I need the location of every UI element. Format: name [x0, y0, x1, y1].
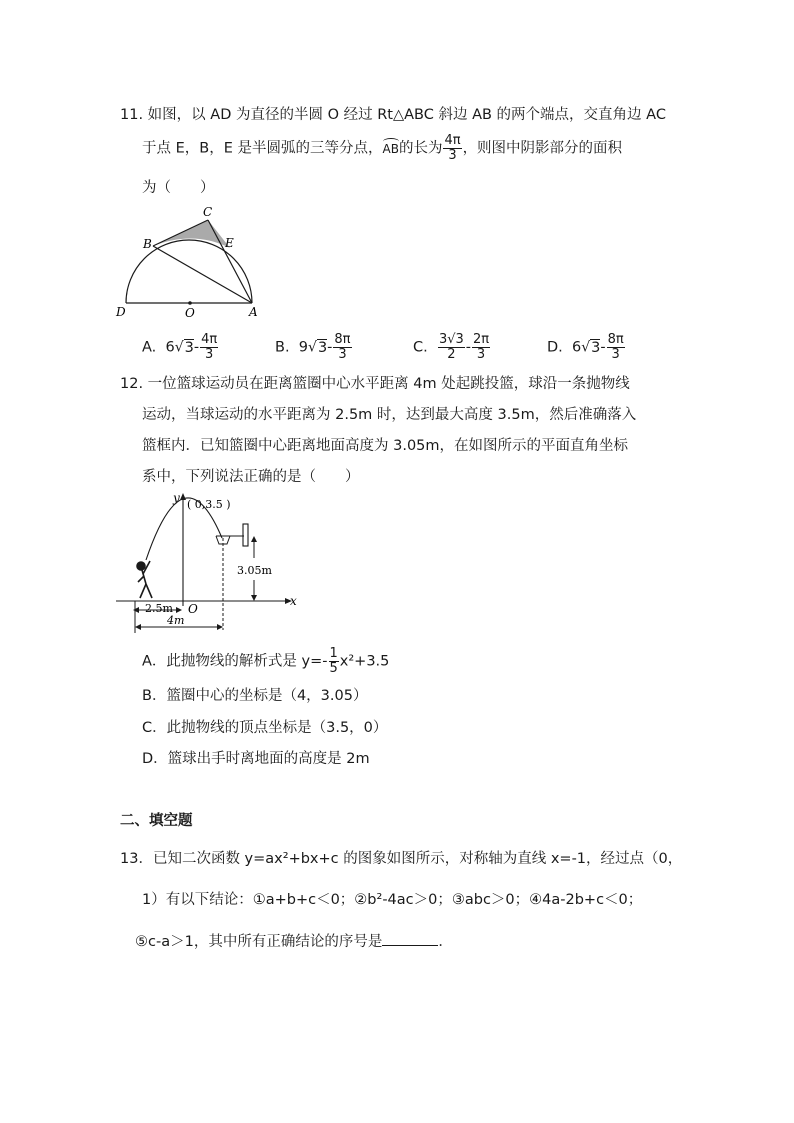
fraction-denominator: 3 [338, 347, 347, 362]
option-fraction [200, 333, 218, 362]
q11-line2 [142, 134, 622, 163]
fraction-numerator: 8π [607, 332, 624, 347]
q12-option-d[interactable]: D．篮球出手时离地面的高度是 2m [142, 751, 370, 767]
dist-arrow-right-1 [176, 607, 182, 613]
option-a-tail: x²+3.5 [339, 653, 390, 670]
fraction-denominator: 3 [611, 347, 620, 362]
vertex-label: ( 0,3.5 ) [187, 498, 231, 511]
q11-line2-c: ，则图中阴影部分的面积 [462, 140, 623, 157]
label-b: B [143, 237, 152, 251]
origin-label: O [188, 602, 198, 616]
option-key: B. [275, 339, 290, 356]
arc-ab-label: AB [382, 141, 399, 156]
q11-line2-a: 于点 E，B，E 是半圆弧的三等分点， [142, 140, 383, 157]
height-arrowhead-top [251, 536, 257, 542]
q12-line4: 系中，下列说法正确的是（ ） [142, 469, 360, 485]
q12-line2: 运动，当球运动的水平距离为 2.5m 时，达到最大高度 3.5m，然后准确落入 [142, 407, 637, 423]
player-figure [137, 561, 152, 598]
option-coef: 9 [298, 339, 309, 356]
q12-option-c[interactable]: C．此抛物线的顶点坐标是（3.5，0） [142, 720, 388, 736]
q13-line1: 13．已知二次函数 y=ax²+bx+c 的图象如图所示，对称轴为直线 x=-1，经过点（0， [120, 851, 683, 867]
radical-sign: √ [308, 339, 317, 356]
minus-sign: - [327, 339, 333, 356]
option-a-text: A．此抛物线的解析式是 y=- [142, 653, 328, 670]
option-coef: 6 [572, 339, 582, 356]
option-fraction [607, 333, 625, 362]
q13-line3-text: ⑤c-a＞1，其中所有正确结论的序号是 [135, 934, 383, 950]
fraction-denominator: 3 [205, 347, 214, 362]
minus-sign: - [600, 339, 606, 356]
option-fraction-2 [472, 333, 490, 362]
label-y: y [173, 491, 180, 505]
q12-option-b[interactable]: B．篮圈中心的坐标是（4，3.05） [142, 688, 368, 704]
dist-arrow-right-2 [217, 624, 223, 630]
q11-option-a[interactable] [142, 333, 219, 362]
radical-sign: √ [581, 339, 591, 356]
radicand: 3 [317, 339, 328, 356]
q13-line3 [135, 930, 453, 951]
arc-length-fraction [443, 134, 461, 163]
option-coef: 6 [165, 339, 175, 356]
center-point [188, 301, 192, 305]
fraction-denominator: 5 [329, 661, 338, 676]
fraction-numerator: 1 [329, 646, 338, 661]
option-a-fraction [329, 647, 339, 676]
minus-sign: - [193, 339, 200, 356]
q11-line1: 11. 如图，以 AD 为直径的半圆 O 经过 Rt△ABC 斜边 AB 的两个端点，交直角边 AC [120, 107, 666, 123]
option-key: D. [547, 339, 563, 356]
q12-line3: 篮框内．已知篮圈中心距离地面高度为 3.05m，在如图所示的平面直角坐标 [142, 438, 629, 454]
q13-line2: 1）有以下结论：①a+b+c＜0；②b²-4ac＞0；③abc＞0；④4a-2b+c＜0； [142, 892, 643, 908]
answer-blank[interactable] [382, 931, 438, 946]
fraction-numerator: 3√3 [438, 332, 464, 347]
fraction-denominator: 3 [448, 148, 457, 163]
q11-line3: 为（ ） [142, 180, 215, 196]
dist-arrow-left-1 [133, 607, 139, 613]
height-label: 3.05m [237, 564, 272, 577]
q11-option-d[interactable] [547, 333, 626, 362]
fraction-denominator: 2 [447, 347, 456, 362]
fraction-numerator: 4π [444, 133, 461, 148]
fraction-numerator: 8π [334, 332, 351, 347]
q13-line3-end: ． [438, 934, 453, 950]
radicand: 3 [184, 339, 194, 356]
q12-line1: 12. 一位篮球运动员在距离篮圈中心水平距离 4m 处起跳投篮，球沿一条抛物线 [120, 376, 630, 392]
minus-sign: - [465, 339, 472, 356]
section-title: 二、填空题 [120, 813, 193, 829]
label-x: x [290, 594, 297, 608]
fraction-numerator: 4π [201, 332, 218, 347]
label-c: C [203, 205, 213, 219]
radical-sign: √ [174, 339, 184, 356]
radicand: 3 [591, 339, 601, 356]
height-arrowhead-bottom [251, 595, 257, 601]
option-key: A. [142, 339, 157, 356]
fraction-denominator: 3 [476, 347, 486, 362]
dist-label-2-5m: 2.5m [145, 602, 173, 615]
option-fraction [333, 333, 351, 362]
q12-figure [112, 488, 312, 638]
label-d: D [116, 305, 126, 319]
q11-line2-b: 的长为 [398, 140, 443, 157]
label-o: O [185, 306, 195, 320]
q12-option-a[interactable] [142, 647, 389, 676]
option-key: C. [413, 339, 428, 356]
q11-option-b[interactable] [275, 333, 353, 362]
fraction-numerator: 2π [473, 332, 490, 347]
option-fraction-1 [438, 333, 465, 362]
q11-figure [112, 200, 272, 322]
backboard [243, 524, 248, 546]
label-e: E [225, 236, 234, 250]
shaded-region [153, 220, 230, 248]
q11-option-c[interactable] [413, 333, 491, 362]
dist-label-4m: 4m [167, 614, 185, 627]
label-a: A [249, 305, 258, 319]
dist-arrow-left-2 [135, 624, 141, 630]
